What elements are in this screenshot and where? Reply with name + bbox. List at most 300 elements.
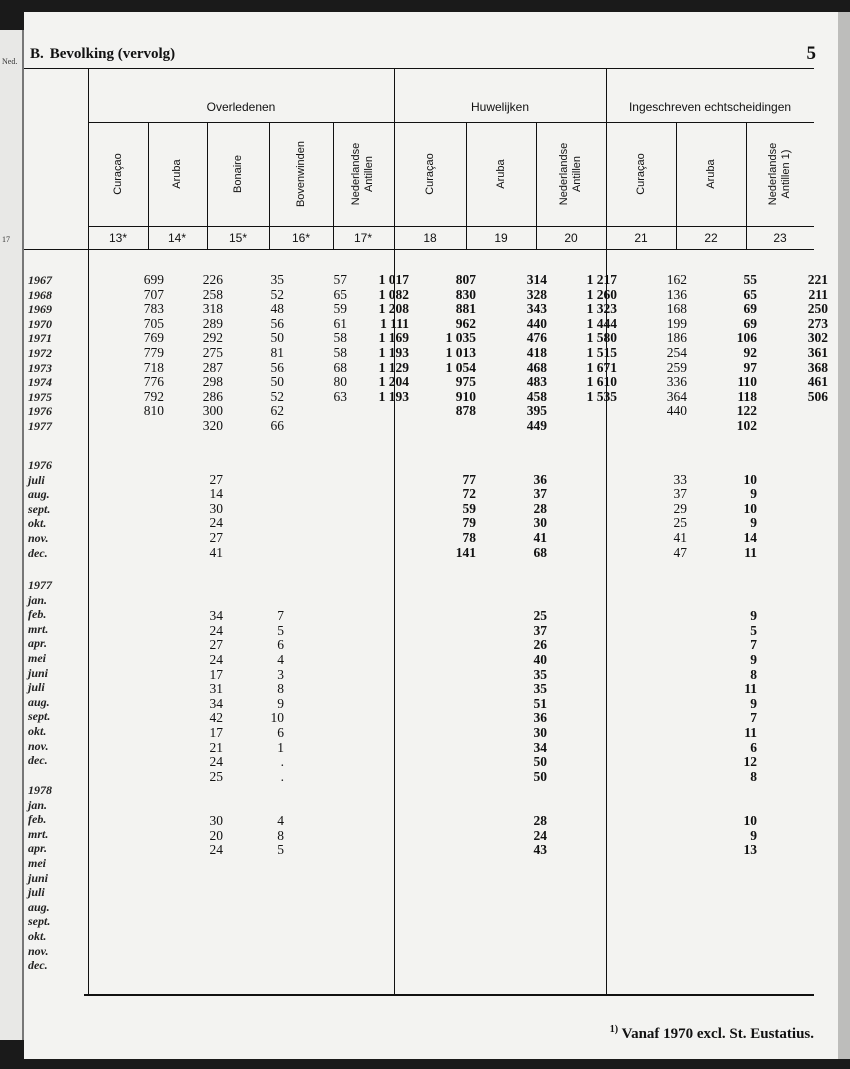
table-cell: 1 054 <box>445 359 476 375</box>
table-cell: 320 <box>202 417 223 433</box>
table-cell <box>808 419 828 434</box>
table-cell <box>334 404 348 419</box>
table-cell: 250 <box>807 301 828 317</box>
table-cell: 1 193 <box>378 344 409 360</box>
col-divider <box>148 122 149 249</box>
table-cell: 14 <box>209 486 223 502</box>
table-cell: 30 <box>209 813 223 829</box>
column-header: Curaçao <box>111 153 124 195</box>
table-cell: 58 <box>333 330 347 346</box>
row-label-month: dec. <box>28 958 48 973</box>
row-label-year: 1970 <box>28 316 52 331</box>
spine-text-2: 17 <box>2 235 10 244</box>
table-column-values <box>587 273 617 434</box>
column-number: 13* <box>108 231 128 245</box>
row-label-month: okt. <box>28 724 47 738</box>
table-cell: 69 <box>743 315 757 331</box>
table-cell: 5 <box>750 622 757 638</box>
table-cell <box>667 419 687 434</box>
table-cell: 24 <box>209 622 223 638</box>
column-number: 17* <box>353 231 373 245</box>
table-column-values <box>534 609 548 784</box>
col-divider <box>746 122 747 249</box>
table-cell: 7 <box>277 608 284 624</box>
table-cell: 65 <box>333 286 347 302</box>
table-cell: 24 <box>209 842 223 858</box>
col-divider <box>466 122 467 249</box>
table-cell <box>808 404 828 419</box>
stub-divider <box>88 68 89 994</box>
table-cell: 779 <box>143 344 164 360</box>
table-cell: 461 <box>807 374 828 390</box>
table-cell: 56 <box>270 359 284 375</box>
table-cell: 1 129 <box>378 359 409 375</box>
table-cell: 41 <box>673 529 687 545</box>
table-cell: 24 <box>533 827 547 843</box>
table-cell: 226 <box>202 272 223 287</box>
table-cell: 26 <box>533 637 547 653</box>
column-number: 21 <box>634 231 648 245</box>
table-cell: 52 <box>270 388 284 404</box>
table-cell: 35 <box>533 666 547 682</box>
table-cell: 141 <box>455 544 476 560</box>
table-cell: 6 <box>277 637 284 653</box>
table-column-values <box>667 273 687 434</box>
table-cell: 6 <box>277 724 284 740</box>
row-label-year: 1968 <box>28 287 52 302</box>
table-cell: 300 <box>202 403 223 419</box>
table-cell: 37 <box>533 486 547 502</box>
table-cell: 199 <box>666 315 687 331</box>
table-cell: 1 535 <box>586 388 617 404</box>
table-cell: 3 <box>277 666 284 682</box>
page-number: 5 <box>806 43 816 64</box>
col-divider <box>207 122 208 249</box>
column-header: Nederlandse Antillen <box>350 142 375 206</box>
column-header: Curaçao <box>423 153 436 195</box>
table-column-values <box>744 814 758 858</box>
table-cell: 122 <box>736 403 757 419</box>
row-label-month: okt. <box>28 516 47 531</box>
row-label-month: juni <box>28 665 49 680</box>
table-cell <box>587 419 617 434</box>
group-divider-2 <box>606 68 607 994</box>
table-column-values <box>203 273 223 434</box>
row-label-month: mei <box>28 651 46 665</box>
table-column-values <box>210 473 224 561</box>
row-label-month: feb. <box>28 607 47 622</box>
group-header-rule <box>88 122 814 123</box>
table-cell: 8 <box>277 681 284 697</box>
table-cell: 58 <box>333 344 347 360</box>
table-cell: 286 <box>202 388 223 404</box>
row-label-month: mei <box>28 856 46 870</box>
row-label-month: nov. <box>28 943 49 958</box>
table-cell: 9 <box>750 608 757 624</box>
table-cell: 395 <box>526 403 547 419</box>
table-cell: 17 <box>209 724 223 740</box>
table-cell: 36 <box>533 471 547 487</box>
table-cell: 5 <box>277 622 284 638</box>
column-header: Nederlandse Antillen 1) <box>767 142 792 206</box>
table-column-values <box>527 273 547 434</box>
table-cell: 807 <box>455 272 476 287</box>
table-cell: 27 <box>209 471 223 487</box>
table-cell: 289 <box>202 315 223 331</box>
table-cell: 328 <box>526 286 547 302</box>
table-cell: 258 <box>202 286 223 302</box>
table-cell: 65 <box>743 286 757 302</box>
row-label-month: sept. <box>28 501 51 516</box>
table-column-values <box>534 814 548 858</box>
table-cell: 7 <box>750 637 757 653</box>
table-cell: 29 <box>673 500 687 516</box>
table-column-values <box>210 609 224 784</box>
table-cell: 30 <box>533 724 547 740</box>
table-cell <box>379 419 409 434</box>
table-cell: 1 260 <box>586 286 617 302</box>
table-cell: 30 <box>209 500 223 516</box>
table-cell: . <box>280 768 284 784</box>
table-cell: 17 <box>209 666 223 682</box>
table-cell: 162 <box>666 272 687 287</box>
table-cell: 9 <box>277 695 284 711</box>
table-cell: 55 <box>743 272 757 287</box>
table-cell: 35 <box>533 681 547 697</box>
table-cell: 168 <box>666 301 687 317</box>
table-cell: 42 <box>209 710 223 726</box>
table-cell: 69 <box>743 301 757 317</box>
table-cell: 1 671 <box>586 359 617 375</box>
table-column-values <box>674 473 688 561</box>
table-cell: 102 <box>736 417 757 433</box>
table-cell: 418 <box>526 344 547 360</box>
row-label-month: sept. <box>28 709 51 724</box>
table-cell: 25 <box>533 608 547 624</box>
table-cell: 77 <box>462 471 476 487</box>
table-cell: 699 <box>143 272 164 287</box>
group-huwelijken: Huwelijken <box>470 100 530 114</box>
row-label-month: jan. <box>28 592 48 607</box>
table-cell: 106 <box>736 330 757 346</box>
table-cell: 9 <box>750 827 757 843</box>
table-cell: 273 <box>807 315 828 331</box>
table-cell: 9 <box>750 651 757 667</box>
table-cell: 37 <box>673 486 687 502</box>
table-cell: 364 <box>666 388 687 404</box>
table-cell: 1 <box>277 739 284 755</box>
table-cell: 705 <box>143 315 164 331</box>
table-cell: 483 <box>526 374 547 390</box>
section-letter: B. <box>30 46 44 62</box>
table-cell: 1 515 <box>586 344 617 360</box>
adjacent-page-edge <box>0 30 24 1040</box>
table-cell: 878 <box>455 403 476 419</box>
row-label-month: mrt. <box>28 826 49 841</box>
row-label-month: juli <box>28 680 45 695</box>
table-cell: 9 <box>750 695 757 711</box>
table-cell: 6 <box>750 739 757 755</box>
row-label-month: aug. <box>28 694 50 709</box>
row-label-year: 1976 <box>28 458 52 472</box>
row-label-year: 1978 <box>28 783 52 797</box>
table-cell: 9 <box>750 515 757 531</box>
table-cell: 40 <box>533 651 547 667</box>
table-cell: 50 <box>270 330 284 346</box>
row-label-year: 1977 <box>28 578 52 592</box>
table-cell: 59 <box>333 301 347 317</box>
table-cell: 298 <box>202 374 223 390</box>
table-cell: 41 <box>209 544 223 560</box>
row-label-month: jan. <box>28 797 48 812</box>
table-cell: 314 <box>526 272 547 287</box>
table-cell: 27 <box>209 529 223 545</box>
table-cell: . <box>280 754 284 770</box>
table-cell: 56 <box>270 315 284 331</box>
table-cell: 361 <box>807 344 828 360</box>
table-cell: 61 <box>333 315 347 331</box>
table-cell: 792 <box>143 388 164 404</box>
row-label-month: juni <box>28 870 49 885</box>
row-label-year: 1973 <box>28 360 52 375</box>
group-overledenen: Overledenen <box>206 100 276 114</box>
table-cell: 62 <box>270 403 284 419</box>
table-column-values <box>534 473 548 561</box>
table-cell: 24 <box>209 515 223 531</box>
column-header: Aruba <box>494 159 507 189</box>
row-label-year: 1972 <box>28 346 52 360</box>
column-number: 20 <box>564 231 578 245</box>
table-cell: 66 <box>270 417 284 433</box>
table-cell: 57 <box>333 272 347 287</box>
row-label-month: sept. <box>28 914 51 929</box>
group-echtscheidingen: Ingeschreven echtscheidingen <box>628 100 792 114</box>
row-label-year: 1971 <box>28 331 52 346</box>
table-cell <box>144 419 164 434</box>
page-shadow-edge <box>838 12 850 1059</box>
row-label-year: 1974 <box>28 375 52 390</box>
table-cell: 30 <box>533 515 547 531</box>
table-cell: 48 <box>270 301 284 317</box>
table-cell: 37 <box>533 622 547 638</box>
section-name: Bevolking (vervolg) <box>49 46 176 62</box>
row-label-year: 1967 <box>28 273 52 287</box>
table-cell: 4 <box>277 651 284 667</box>
table-cell: 9 <box>750 486 757 502</box>
table-cell: 59 <box>462 500 476 516</box>
table-column-values <box>808 273 828 434</box>
table-cell: 50 <box>533 768 547 784</box>
table-cell: 33 <box>673 471 687 487</box>
table-column-values <box>271 273 285 434</box>
table-cell: 1 035 <box>445 330 476 346</box>
column-header: Bovenwinden <box>294 140 307 208</box>
table-cell: 1 111 <box>380 315 409 331</box>
table-cell: 68 <box>333 359 347 375</box>
table-column-values <box>144 273 164 434</box>
table-cell: 35 <box>270 272 284 287</box>
group-divider-1 <box>394 68 395 994</box>
column-header: Curaçao <box>634 153 647 195</box>
table-cell: 97 <box>743 359 757 375</box>
table-cell <box>587 404 617 419</box>
row-label-month: nov. <box>28 738 49 753</box>
table-cell: 20 <box>209 827 223 843</box>
table-cell: 975 <box>455 374 476 390</box>
table-cell: 468 <box>526 359 547 375</box>
table-cell: 118 <box>737 388 757 404</box>
table-cell: 259 <box>666 359 687 375</box>
table-cell: 1 444 <box>586 315 617 331</box>
table-cell: 28 <box>533 500 547 516</box>
colnum-top-rule <box>88 226 814 227</box>
row-label-month: juli <box>28 472 45 487</box>
row-label-month: aug. <box>28 487 50 502</box>
table-column-values <box>744 609 758 784</box>
table-cell: 28 <box>533 813 547 829</box>
table-column-values <box>271 609 285 784</box>
table-cell: 769 <box>143 330 164 346</box>
table-cell: 36 <box>533 710 547 726</box>
table-cell: 14 <box>743 529 757 545</box>
table-cell: 10 <box>743 813 757 829</box>
table-cell: 8 <box>750 768 757 784</box>
table-column-values <box>446 273 476 434</box>
document-page <box>24 12 838 1059</box>
table-top-rule <box>24 68 814 69</box>
table-cell <box>379 404 409 419</box>
colnum-bottom-rule <box>24 249 814 250</box>
row-label-month: dec. <box>28 545 48 560</box>
table-cell: 34 <box>533 739 547 755</box>
table-cell: 5 <box>277 842 284 858</box>
table-cell: 962 <box>455 315 476 331</box>
column-number: 23 <box>773 231 787 245</box>
table-cell: 292 <box>202 330 223 346</box>
table-cell: 186 <box>666 330 687 346</box>
table-cell: 776 <box>143 374 164 390</box>
table-column-values <box>277 814 284 858</box>
table-cell: 302 <box>807 330 828 346</box>
table-cell: 1 217 <box>586 272 617 287</box>
table-cell: 1 208 <box>378 301 409 317</box>
table-cell: 110 <box>737 374 757 390</box>
table-cell: 318 <box>202 301 223 317</box>
table-bottom-rule <box>84 994 814 996</box>
table-cell: 136 <box>666 286 687 302</box>
table-cell: 783 <box>143 301 164 317</box>
col-divider <box>269 122 270 249</box>
table-cell: 25 <box>209 768 223 784</box>
footnote-mark: 1) <box>609 1024 619 1035</box>
table-cell: 506 <box>807 388 828 404</box>
table-cell: 52 <box>270 286 284 302</box>
footnote-text: Vanaf 1970 excl. St. Eustatius. <box>621 1026 814 1042</box>
row-label-year: 1977 <box>28 419 52 433</box>
table-cell: 79 <box>462 515 476 531</box>
column-header: Aruba <box>170 159 183 189</box>
table-cell: 211 <box>808 286 828 302</box>
column-header: Bonaire <box>231 155 244 193</box>
table-cell: 275 <box>202 344 223 360</box>
column-number: 18 <box>423 231 437 245</box>
table-column-values <box>334 273 348 434</box>
table-column-values <box>737 273 757 434</box>
table-cell: 1 082 <box>378 286 409 302</box>
table-cell: 21 <box>209 739 223 755</box>
table-cell: 449 <box>526 417 547 433</box>
row-label-month: nov. <box>28 531 49 545</box>
table-cell: 41 <box>533 529 547 545</box>
col-divider <box>333 122 334 249</box>
column-number: 15* <box>228 231 248 245</box>
table-cell: 8 <box>750 666 757 682</box>
table-cell: 221 <box>807 272 828 287</box>
table-cell: 47 <box>673 544 687 560</box>
table-cell: 80 <box>333 374 347 390</box>
column-number: 16* <box>291 231 311 245</box>
table-cell: 343 <box>526 301 547 317</box>
table-cell: 11 <box>744 544 757 560</box>
table-cell: 78 <box>462 529 476 545</box>
row-label-year: 1976 <box>28 404 52 419</box>
table-cell: 718 <box>143 359 164 375</box>
table-cell: 12 <box>743 754 757 770</box>
col-divider <box>676 122 677 249</box>
row-label-month: dec. <box>28 753 48 768</box>
table-cell: 1 193 <box>378 388 409 404</box>
row-label-month: feb. <box>28 812 47 827</box>
table-cell: 8 <box>277 827 284 843</box>
table-cell: 368 <box>807 359 828 375</box>
table-cell: 10 <box>270 710 284 726</box>
table-cell: 43 <box>533 842 547 858</box>
table-cell: 24 <box>209 754 223 770</box>
row-label-year: 1969 <box>28 302 52 317</box>
table-cell: 34 <box>209 608 223 624</box>
table-cell: 810 <box>143 403 164 419</box>
column-header: Aruba <box>704 159 717 189</box>
table-cell <box>446 419 476 434</box>
table-cell: 1 013 <box>445 344 476 360</box>
table-cell: 707 <box>143 286 164 302</box>
table-cell: 1 323 <box>586 301 617 317</box>
col-divider <box>536 122 537 249</box>
table-cell: 13 <box>743 842 757 858</box>
table-column-values <box>379 273 409 434</box>
table-cell: 458 <box>526 388 547 404</box>
table-cell: 24 <box>209 651 223 667</box>
table-cell: 1 580 <box>586 330 617 346</box>
table-cell: 63 <box>333 388 347 404</box>
row-label-month: apr. <box>28 636 48 651</box>
table-cell: 34 <box>209 695 223 711</box>
column-number: 14* <box>167 231 187 245</box>
spine-text-1: Ned. <box>2 57 18 66</box>
table-cell: 830 <box>455 286 476 302</box>
table-cell: 51 <box>533 695 547 711</box>
column-header: Nederlandse Antillen <box>558 142 583 206</box>
table-cell: 910 <box>455 388 476 404</box>
table-cell: 476 <box>526 330 547 346</box>
table-cell: 336 <box>666 374 687 390</box>
table-cell: 1 017 <box>378 272 409 287</box>
table-cell: 11 <box>744 724 757 740</box>
table-column-values <box>210 814 224 858</box>
table-cell: 68 <box>533 544 547 560</box>
table-cell: 50 <box>270 374 284 390</box>
table-cell: 10 <box>743 471 757 487</box>
